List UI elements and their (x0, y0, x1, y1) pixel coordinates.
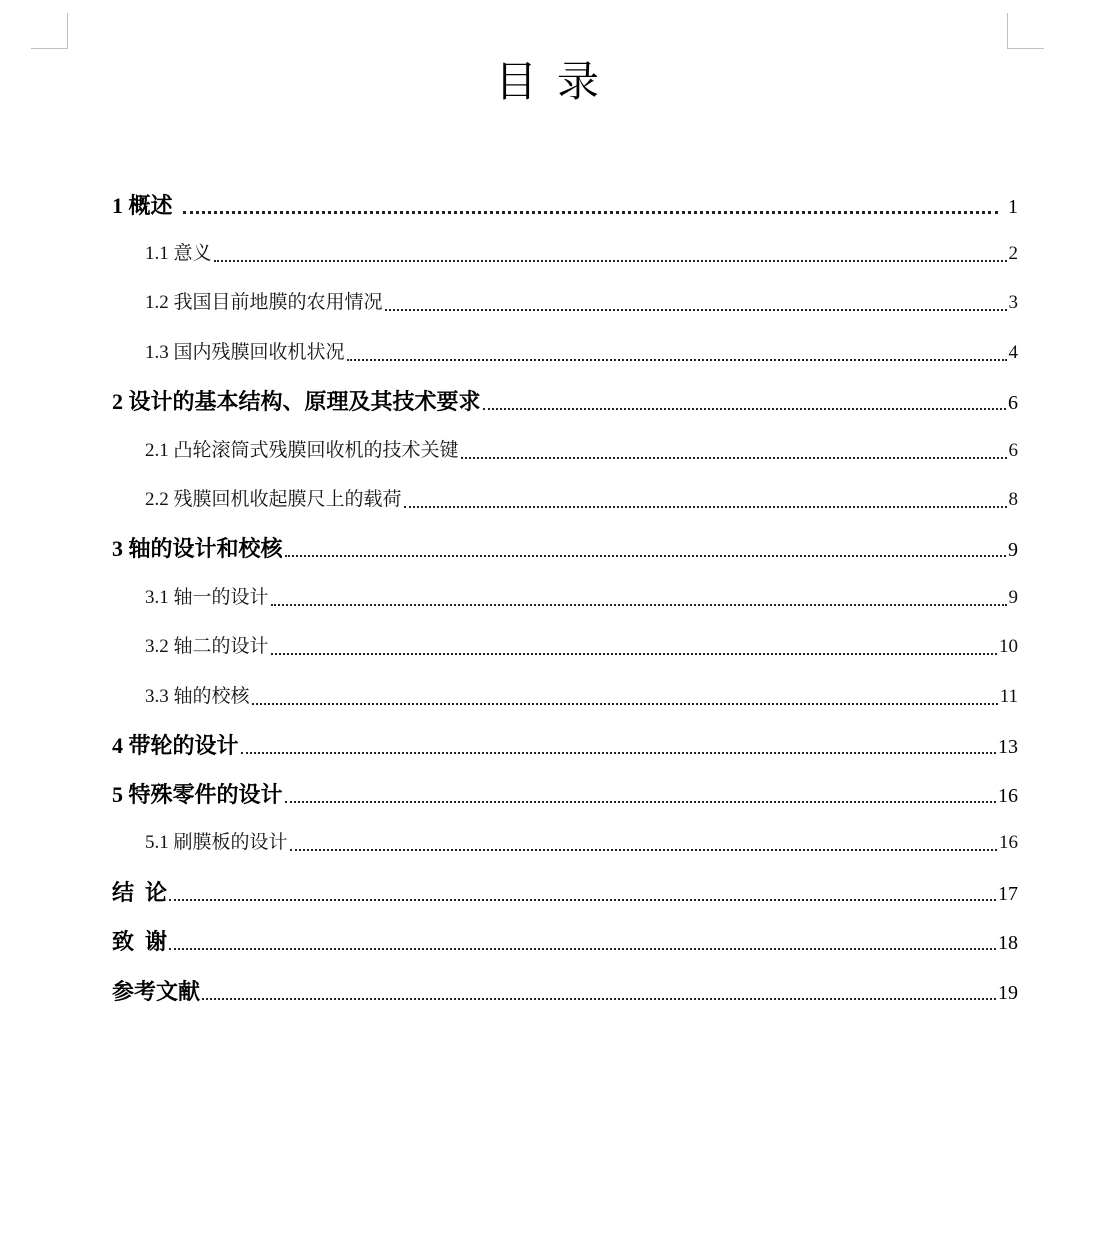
toc-entry-label: 5 特殊零件的设计 (112, 782, 283, 807)
toc-entry-label: 3.1 轴一的设计 (145, 587, 269, 608)
toc-entry-label: 3.3 轴的校核 (145, 686, 250, 707)
dot-leader (385, 308, 1007, 311)
toc-entry-page: 8 (1008, 489, 1018, 510)
toc-entry-page: 16 (998, 785, 1018, 807)
toc-entry[interactable] (145, 629, 1018, 665)
toc-entry[interactable] (145, 825, 1018, 861)
page-corner-mark-top-right (1007, 13, 1044, 49)
toc-entry-label: 2.2 残膜回机收起膜尺上的载荷 (145, 489, 402, 510)
dot-leader (290, 848, 997, 851)
dot-leader (214, 259, 1007, 262)
toc-entry-label: 1 概述 (112, 193, 173, 218)
toc-entry[interactable] (145, 335, 1018, 371)
dot-leader (202, 997, 996, 1000)
toc-entry[interactable] (145, 285, 1018, 321)
dot-leader (252, 702, 998, 705)
page-title: 目录 (494, 57, 619, 106)
toc-entry-label: 1.2 我国目前地膜的农用情况 (145, 292, 383, 313)
dot-leader (241, 751, 996, 754)
dot-leader (169, 947, 996, 950)
dot-leader (404, 505, 1007, 508)
toc-entry[interactable] (112, 188, 1018, 224)
toc-entry-page: 3 (1008, 292, 1018, 313)
toc-entry-page: 6 (1008, 440, 1018, 461)
toc-entry-page: 9 (1008, 587, 1018, 608)
toc-entry-label: 1.3 国内残膜回收机状况 (145, 342, 345, 363)
toc-entry[interactable] (145, 580, 1018, 616)
toc-entry-label: 致 谢 (112, 929, 168, 954)
toc-entry-page: 6 (1008, 392, 1018, 414)
toc-entry-page: 18 (998, 932, 1018, 954)
toc-entry-label: 结 论 (112, 880, 168, 905)
dot-leader (347, 358, 1007, 361)
toc-entry[interactable] (112, 875, 1018, 911)
toc-entry-page: 17 (998, 883, 1018, 905)
toc-entry[interactable] (145, 236, 1018, 272)
toc-entry[interactable] (145, 482, 1018, 518)
toc-entry-label: 2.1 凸轮滚筒式残膜回收机的技术关键 (145, 440, 459, 461)
dot-leader (285, 554, 1006, 557)
toc-entry[interactable] (112, 974, 1018, 1010)
toc-entry-label: 4 带轮的设计 (112, 733, 239, 758)
toc-entry[interactable] (112, 777, 1018, 813)
dot-leader (483, 407, 1006, 410)
toc-entry[interactable] (145, 433, 1018, 469)
toc-entry-page: 11 (999, 686, 1018, 707)
toc-entry-page: 16 (999, 832, 1018, 853)
toc-entry-label: 5.1 刷膜板的设计 (145, 832, 288, 853)
toc-entry[interactable] (112, 384, 1018, 420)
toc-entry-page: 19 (998, 982, 1018, 1004)
toc-entry-page: 2 (1008, 243, 1018, 264)
toc-entry[interactable] (145, 679, 1018, 715)
toc-entry-label: 3 轴的设计和校核 (112, 536, 283, 561)
dot-leader (271, 603, 1007, 606)
dot-leader (285, 800, 996, 803)
toc-entry-label: 2 设计的基本结构、原理及其技术要求 (112, 389, 481, 414)
dot-leader (461, 456, 1007, 459)
dot-leader (271, 652, 997, 655)
page-corner-mark-top-left (31, 13, 68, 49)
toc-entry-page: 4 (1008, 342, 1018, 363)
dot-leader (169, 898, 996, 901)
toc-entry-label: 3.2 轴二的设计 (145, 636, 269, 657)
toc-entry-page: 1 (1008, 196, 1018, 218)
toc-entry[interactable] (112, 924, 1018, 960)
toc-entry[interactable] (112, 531, 1018, 567)
toc-entry-page: 13 (998, 736, 1018, 758)
toc-entry-label: 参考文献 (112, 979, 201, 1004)
toc-entry-page: 10 (999, 636, 1018, 657)
dot-leader (183, 210, 998, 214)
toc-entry-page: 9 (1008, 539, 1018, 561)
toc-entry[interactable] (112, 728, 1018, 764)
toc-entry-label: 1.1 意义 (145, 243, 212, 264)
